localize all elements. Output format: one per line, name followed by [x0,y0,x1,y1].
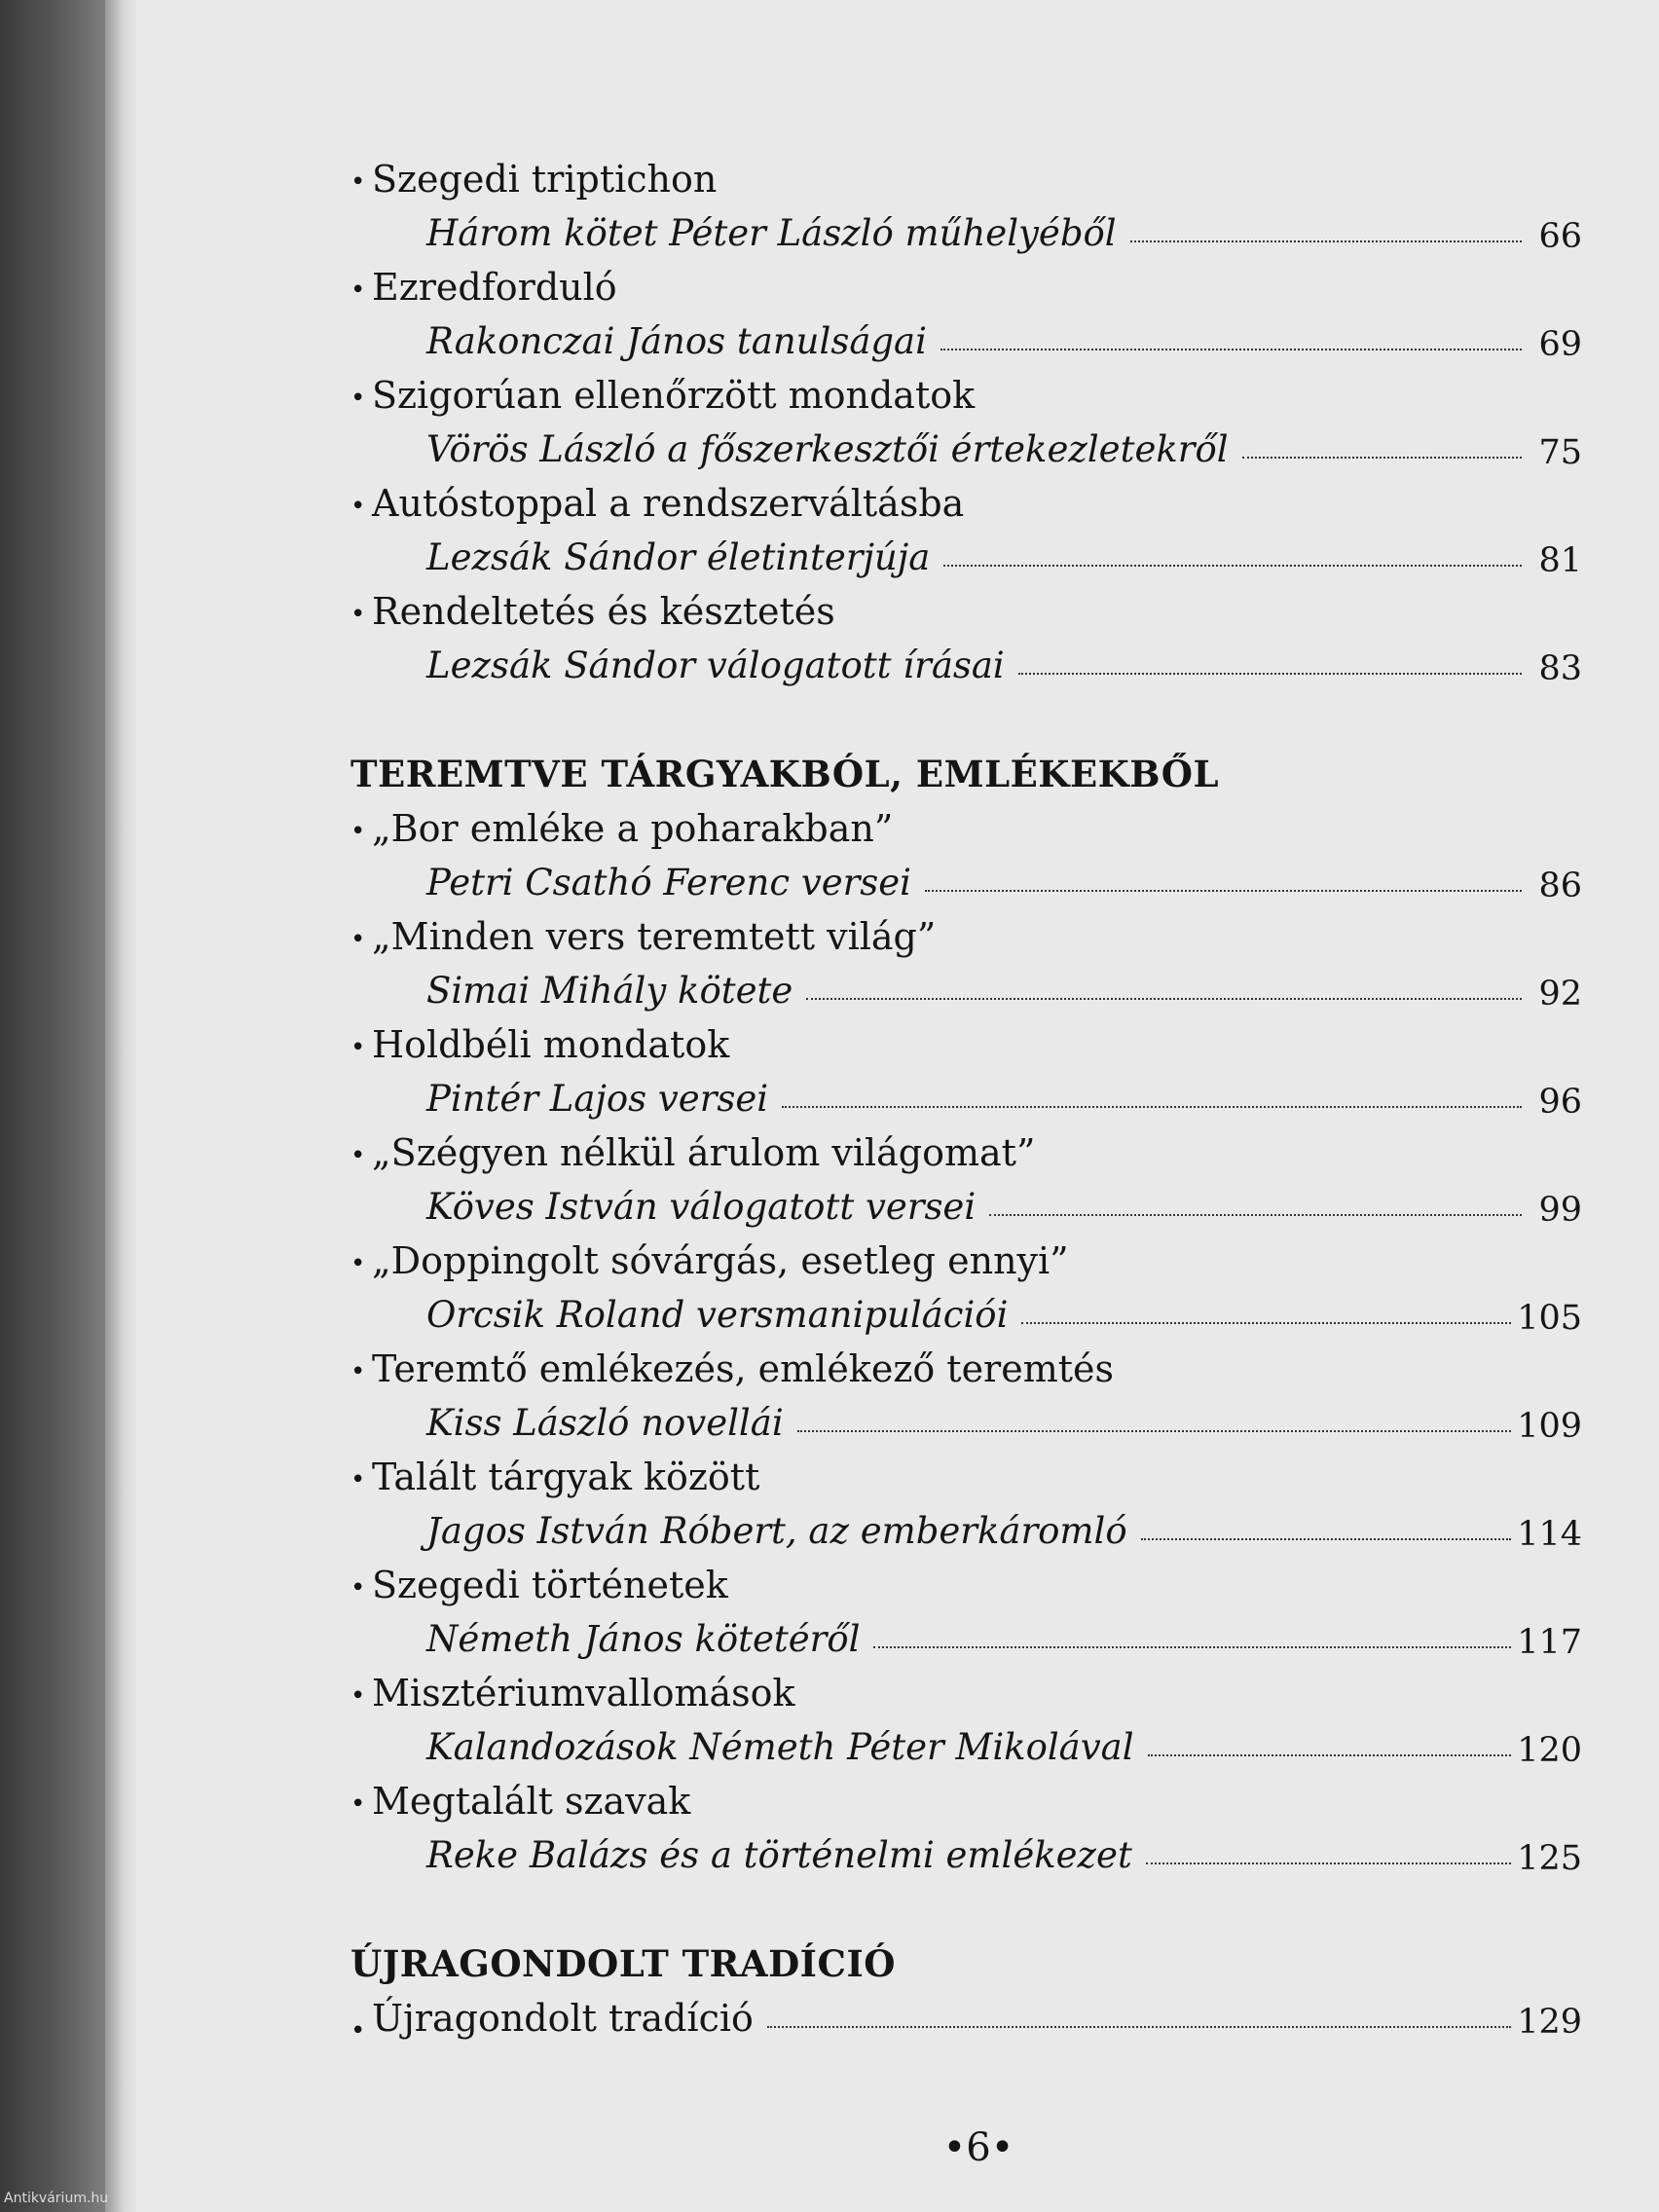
toc-entry [350,1666,1582,1774]
entry-subtitle: Jagos István Róbert, az emberkáromló [426,1510,1127,1552]
watermark: Antikvárium.hu [4,2191,109,2206]
dot-leader [782,1105,1522,1108]
bullet-icon: • [350,1573,366,1603]
page-number: 83 [1538,649,1582,688]
entry-subtitle: Kalandozások Németh Péter Mikolával [426,1726,1134,1768]
dot-leader [1141,1537,1512,1540]
page-number: 92 [1538,975,1582,1014]
entry-subtitle: Vörös László a főszerkesztői értekezletekről [426,428,1229,470]
dot-leader [943,564,1522,567]
entry-subtitle: Petri Csathó Ferenc versei [426,862,912,903]
section-heading: TEREMTVE TÁRGYAKBÓL, EMLÉKEKBŐL [350,753,1220,795]
dot-leader [925,889,1522,892]
entry-title: Autóstoppal a rendszerváltásba [372,482,965,525]
bullet-icon: • [350,276,366,305]
page-number: 86 [1538,866,1582,905]
toc-entry [350,1991,1582,2046]
toc-section-ujragondolt [350,1936,1582,2046]
entry-subtitle: Németh János kötetéről [426,1618,861,1660]
entry-title: „Bor emléke a poharakban” [372,807,894,850]
toc-entry [350,801,1582,909]
entry-subtitle: Kiss László novellái [426,1402,784,1444]
page-number: 117 [1517,1623,1582,1662]
dot-leader [1242,456,1522,459]
dot-leader [1018,672,1522,675]
dot-leader [806,997,1522,1000]
toc-entry [350,1558,1582,1666]
toc-entry [350,1125,1582,1234]
entry-subtitle: Reke Balázs és a történelmi emlékezet [426,1834,1132,1876]
bullet-icon: • [350,600,366,629]
bullet-icon: • [350,384,366,413]
bullet-icon: • [350,1249,366,1278]
entry-subtitle: Köves István válogatott versei [426,1186,977,1228]
toc-entry [350,584,1582,692]
dot-leader [873,1645,1511,1648]
dot-leader [1021,1321,1511,1324]
bullet-icon: • [350,492,366,521]
toc-entry [350,1774,1582,1882]
entry-title: Misztériumvallomások [372,1672,795,1714]
toc-entry [350,909,1582,1017]
page-number: 105 [1517,1299,1582,1338]
page-number: 125 [1517,1839,1582,1878]
entry-title: „Doppingolt sóvárgás, esetleg ennyi” [372,1239,1069,1282]
bullet-icon: • [350,2016,366,2046]
page-number: 66 [1538,217,1582,256]
toc-entry [350,1017,1582,1125]
entry-title: Szegedi történetek [372,1564,728,1606]
page-number: 99 [1538,1191,1582,1230]
page-number: 69 [1538,325,1582,364]
dot-leader [989,1213,1522,1216]
entry-title: Teremtő emlékezés, emlékező teremtés [372,1347,1115,1390]
entry-title: Ezredforduló [372,266,617,309]
dot-leader [1130,240,1522,242]
bullet-icon: • [350,1033,366,1062]
toc-entry [350,476,1582,584]
bullet-icon: • [350,1681,366,1711]
entry-subtitle: Pintér Lajos versei [426,1078,769,1120]
entry-subtitle: Lezsák Sándor válogatott írásai [426,645,1005,686]
toc-section-continued [350,152,1582,692]
page-number: 129 [1517,2003,1582,2042]
bullet-icon: • [350,1465,366,1494]
entry-title: „Minden vers teremtett világ” [372,915,937,958]
section-heading: ÚJRAGONDOLT TRADÍCIÓ [350,1942,896,1985]
toc-entry [350,260,1582,368]
dot-leader [1148,1753,1512,1756]
entry-subtitle: Rakonczai János tanulságai [426,320,927,362]
entry-subtitle: Lezsák Sándor életinterjúja [426,536,931,578]
page-number: 81 [1538,541,1582,580]
entry-title: „Szégyen nélkül árulom világomat” [372,1131,1036,1174]
bullet-icon: • [350,925,366,954]
entry-subtitle: Simai Mihály kötete [426,970,793,1012]
toc-entry [350,368,1582,476]
dot-leader [1146,1862,1511,1864]
table-of-contents [350,152,1582,2100]
entry-title: Megtalált szavak [372,1780,691,1823]
page-number: 120 [1517,1731,1582,1770]
toc-section-teremtve [350,747,1582,1882]
bullet-icon: • [350,167,366,197]
bullet-icon: • [350,817,366,846]
toc-entry [350,1450,1582,1558]
entry-title: Holdbéli mondatok [372,1023,730,1066]
page-number: 96 [1538,1083,1582,1122]
entry-title: Talált tárgyak között [372,1456,760,1498]
book-spine-shadow [0,0,117,2212]
toc-entry [350,1342,1582,1450]
dot-leader [767,2025,1511,2028]
entry-subtitle: Három kötet Péter László műhelyéből [426,212,1117,254]
bullet-icon: • [350,1789,366,1819]
page-number: 114 [1517,1515,1582,1554]
dot-leader [797,1429,1512,1432]
entry-title: Szegedi triptichon [372,158,718,201]
page-number: 109 [1517,1407,1582,1446]
bullet-icon: • [350,1357,366,1386]
bullet-icon: • [350,1141,366,1170]
toc-entry [350,152,1582,260]
dot-leader [940,348,1522,350]
entry-title: Újragondolt tradíció [372,1997,754,2040]
entry-subtitle: Orcsik Roland versmanipulációi [426,1294,1009,1336]
toc-entry [350,1234,1582,1342]
entry-title: Szigorúan ellenőrzött mondatok [372,374,976,417]
page-folio: •6• [942,2125,1014,2170]
page-number: 75 [1538,433,1582,472]
entry-title: Rendeltetés és késztetés [372,590,835,633]
